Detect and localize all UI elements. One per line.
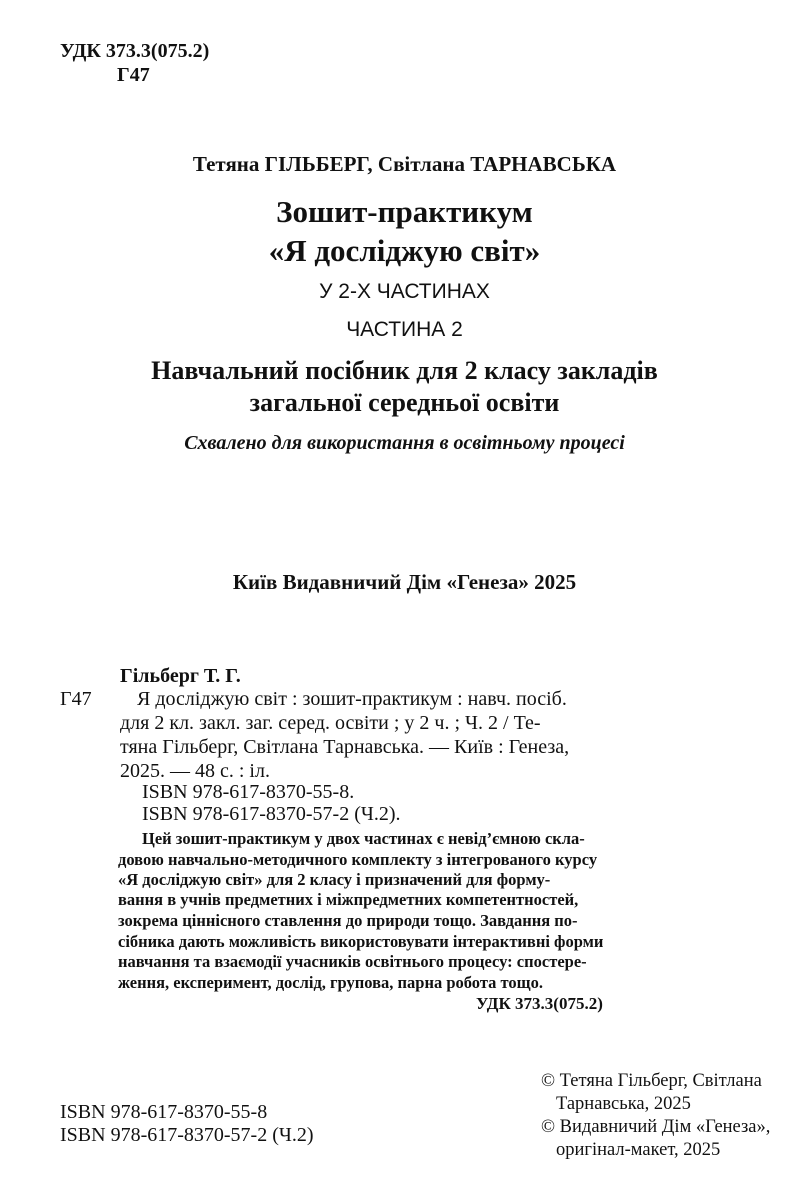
description-line-2: загальної середньої освіти (249, 388, 560, 417)
annotation-line: ження, експеримент, дослід, групова, парна робота тощо. (118, 973, 543, 992)
catalog-isbn: ISBN 978-617-8370-55-8. (142, 781, 355, 803)
annotation-line: сібника дають можливість використовувати інтерактивні форми (118, 932, 604, 951)
copyright-line: © Тетяна Гільберг, Світлана (541, 1071, 762, 1091)
authors: Тетяна ГІЛЬБЕРГ, Світлана ТАРНАВСЬКА (192, 152, 617, 176)
catalog-udk: УДК 373.3(075.2) (476, 994, 603, 1013)
catalog-entry-line: 2025. — 48 с. : іл. (120, 760, 270, 782)
udk-code: УДК 373.3(075.2) (60, 40, 210, 62)
approval-note: Схвалено для використання в освітньому процесі (184, 432, 625, 454)
copyright-line: © Видавничий Дім «Генеза», (541, 1117, 771, 1137)
part-number: ЧАСТИНА 2 (346, 318, 463, 341)
annotation-line: зокрема ціннісного ставлення до природи тощо. Завдання по- (118, 911, 578, 930)
catalog-index: Г47 (60, 688, 92, 710)
catalog-isbn: ISBN 978-617-8370-57-2 (Ч.2). (142, 803, 401, 825)
parts-count: У 2-Х ЧАСТИНАХ (319, 280, 490, 303)
description-line-1: Навчальний посібник для 2 класу закладів (151, 356, 658, 385)
annotation-line: навчання та взаємодії учасників освітнього процесу: спостере- (118, 952, 587, 971)
book-title-line-1: Зошит-практикум (276, 194, 533, 229)
annotation-line: «Я досліджую світ» для 2 класу і призначений для форму- (118, 870, 551, 889)
copyright-line: Тарнавська, 2025 (556, 1094, 691, 1114)
catalog-entry-line: тяна Гільберг, Світлана Тарнавська. — Київ : Генеза, (120, 736, 570, 758)
annotation-line: Цей зошит-практикум у двох частинах є невід’ємною скла- (142, 829, 585, 848)
isbn-bottom: ISBN 978-617-8370-57-2 (Ч.2) (60, 1124, 314, 1146)
catalog-entry-line: Я досліджую світ : зошит-практикум : навч. посіб. (137, 688, 567, 710)
publisher-line: Київ Видавничий Дім «Генеза» 2025 (232, 570, 577, 594)
udk-index: Г47 (117, 64, 150, 86)
catalog-entry-line: для 2 кл. закл. заг. серед. освіти ; у 2 ч. ; Ч. 2 / Те- (120, 712, 541, 734)
copyright-line: оригінал-макет, 2025 (556, 1140, 721, 1160)
isbn-bottom: ISBN 978-617-8370-55-8 (60, 1101, 268, 1123)
annotation-line: вання в учнів предметних і міжпредметних компетентностей, (118, 890, 579, 909)
book-title-line-2: «Я досліджую світ» (268, 233, 541, 268)
catalog-author: Гільберг Т. Г. (120, 665, 241, 687)
annotation-line: довою навчально-методичного комплекту з інтегрованого курсу (118, 850, 598, 869)
